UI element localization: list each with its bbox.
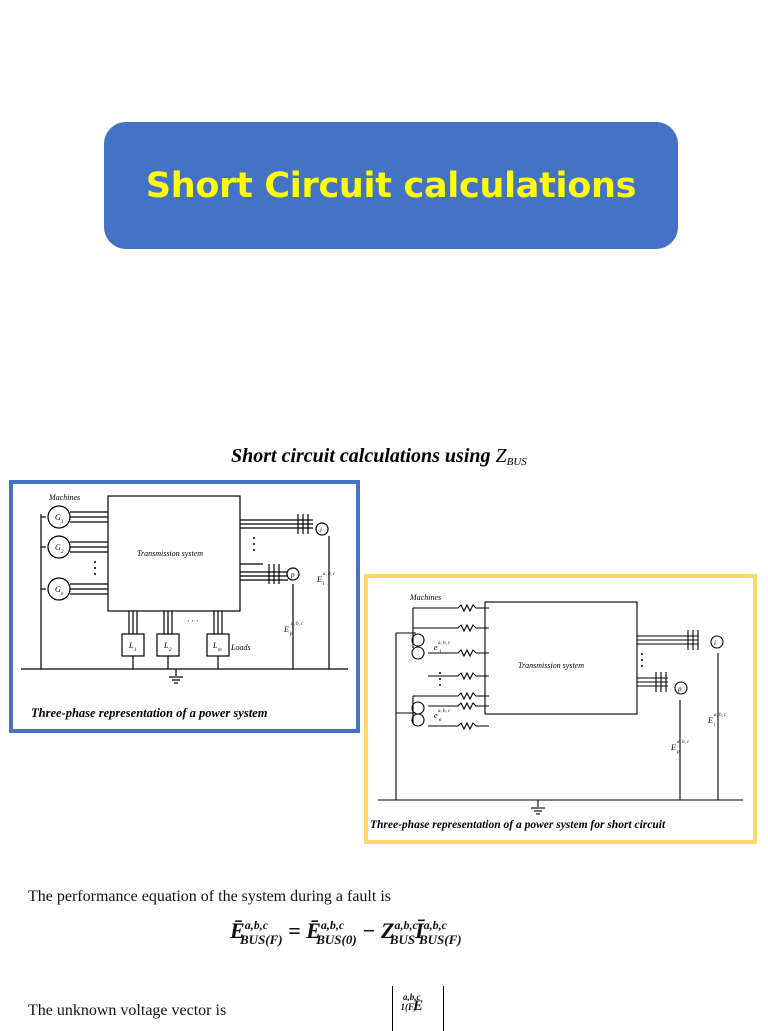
label-transmission-2: Transmission system [518, 661, 585, 670]
figure-three-phase [9, 480, 360, 733]
gen-label-1: G [55, 513, 61, 522]
source-label-1: e [434, 643, 438, 652]
node-p-label: p [291, 571, 295, 579]
eq-rhs2-sub: BUS [389, 932, 416, 947]
load-sub-m: m [218, 648, 222, 653]
eq-lhs-sub: BUS(F) [240, 932, 283, 947]
source-sup-1: a, b, c [438, 641, 451, 646]
figure1-caption: Three-phase representation of a power system [31, 706, 268, 720]
voltage-i-sub-2: i [714, 723, 716, 728]
node-i-label: i [320, 526, 322, 534]
label-machines: Machines [49, 493, 81, 502]
eq-rhs1-sup: a,b,c [320, 918, 345, 932]
load-label-m: L [213, 641, 218, 650]
vector-entry: E $^{a,b,c}_{1(F)}$ [400, 992, 424, 1014]
load-sub-2: 2 [169, 648, 172, 653]
subheading [231, 445, 527, 468]
voltage-i-sup: a, b, c [323, 572, 336, 577]
voltage-p-sub: p [290, 632, 293, 637]
voltage-vector [392, 986, 444, 1031]
label-machines-2: Machines [410, 593, 442, 602]
gen-sub-1: 1 [61, 520, 64, 525]
gen-sub-2: 2 [61, 550, 64, 555]
voltage-i-sup-2: a, b, c [714, 713, 727, 718]
voltage-i-2: E [708, 716, 713, 725]
unknown-text: The unknown voltage vector is [28, 1002, 227, 1019]
eq-rhs3: Ī [415, 918, 424, 943]
source-e1-icon [412, 634, 424, 646]
eq-minus: − [362, 918, 376, 943]
transmission-box-2 [485, 602, 637, 714]
gen-label-n: G [55, 585, 61, 594]
loads-dots: · · · [187, 616, 199, 626]
figure-short-circuit-canvas [368, 578, 753, 840]
voltage-p-2: E [671, 743, 676, 752]
voltage-p-sup: a, b, c [291, 622, 304, 627]
gen-sub-n: n [61, 592, 64, 597]
figure-short-circuit [364, 574, 757, 844]
source-sup-n: a, b, c [438, 709, 451, 714]
voltage-i: E [317, 575, 322, 584]
voltage-p-sup-2: a, b, c [677, 740, 690, 745]
gen-label-2: G [55, 543, 61, 552]
title-box [104, 122, 678, 249]
subheading-symbol: Z [495, 445, 507, 467]
performance-text: The performance equation of the system during a fault is [28, 888, 391, 905]
source-sub-1: 1 [439, 650, 442, 655]
slide-title: Short Circuit calculations [145, 165, 637, 206]
load-sub-1: 1 [134, 648, 137, 653]
source-sub-n: n [439, 718, 442, 723]
eq-rhs3-sub: BUS(F) [418, 932, 462, 947]
label-transmission: Transmission system [137, 549, 204, 558]
voltage-i-sub: i [323, 582, 325, 587]
performance-equation [230, 918, 462, 948]
figure2-caption: Three-phase representation of a power system for short circuit [370, 819, 666, 831]
eq-rhs1: Ē [306, 918, 321, 943]
subheading-text: Short circuit calculations using [231, 445, 491, 467]
eq-rhs1-sub: BUS(0) [316, 932, 357, 947]
load-label-2: L [164, 641, 169, 650]
subheading-symbol-sub: BUS [506, 456, 527, 468]
source-en-icon [412, 702, 424, 714]
eq-rhs3-sup: a,b,c [423, 918, 447, 932]
node-p-label-2: p [678, 685, 682, 693]
voltage-p: E [284, 625, 289, 634]
source-label-n: e [434, 711, 438, 720]
figure-three-phase-canvas [13, 484, 356, 729]
eq-lhs-sup: a,b,c [244, 918, 269, 932]
label-loads: Loads [231, 643, 251, 652]
node-i-label-2: i [714, 639, 716, 647]
power-system-diagram [13, 484, 356, 729]
load-label-1: L [129, 641, 134, 650]
eq-lhs: Ē [230, 918, 245, 943]
voltage-p-sub-2: p [677, 750, 680, 755]
eq-equals: = [288, 918, 301, 943]
eq-rhs2-sup: a,b,c [394, 918, 418, 932]
short-circuit-diagram [368, 578, 753, 840]
eq-rhs2: Z [381, 918, 395, 943]
